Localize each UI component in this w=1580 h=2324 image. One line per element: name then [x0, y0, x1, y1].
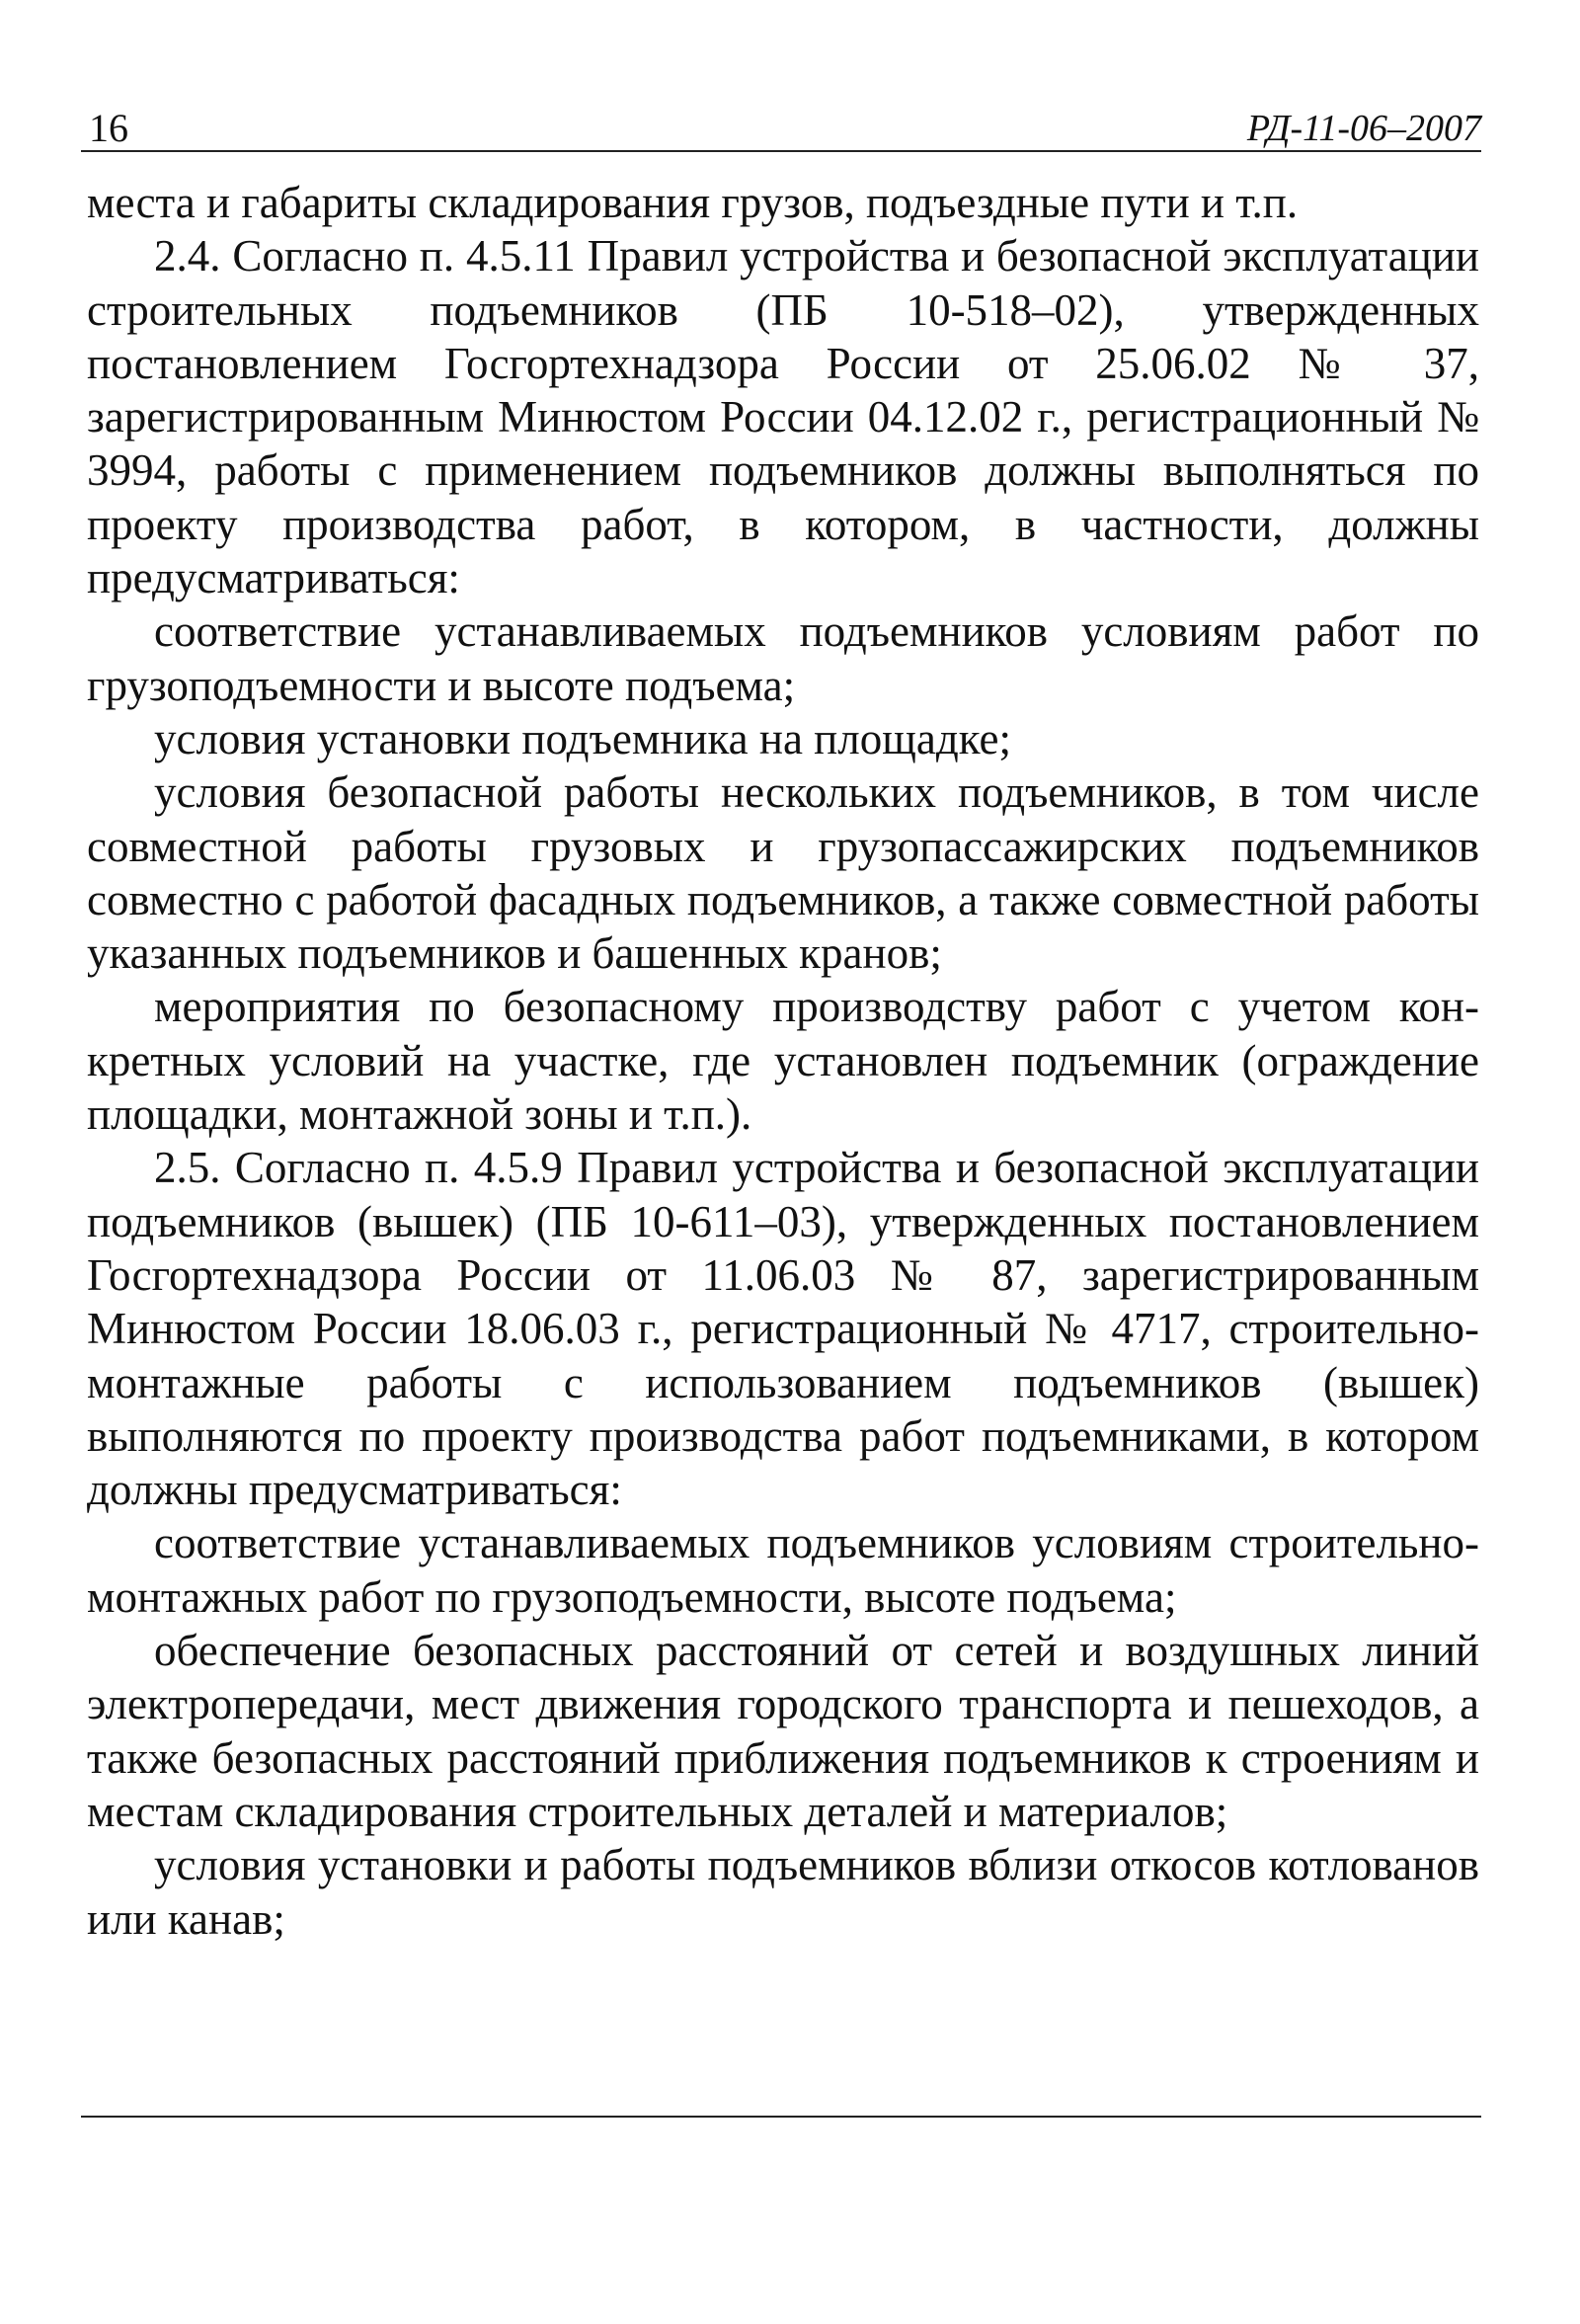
list-item: мероприятия по безопасному производству работ с учетом конкретных условий на участке, где установлен подъемник (ограждение площадки, монтажной зоны и т.п.). — [87, 982, 1479, 1140]
page-header — [81, 106, 1481, 152]
footer-rule — [81, 2116, 1481, 2118]
page-body — [87, 176, 1479, 1946]
list-item: условия установки и работы подъемников вблизи откосов котлованов или канав; — [87, 1840, 1479, 1944]
list-item: обеспечение безопасных расстояний от сетей и воздушных линий электропередачи, мест движения городского транспорта и пешеходов, а также безопасных расстояний приближения подъемников к строениям и местам складирования строительных деталей и материалов; — [87, 1626, 1479, 1836]
paragraph-continuation: места и габариты складирования грузов, подъездные пути и т.п. — [87, 178, 1299, 227]
document-code: РД-11-06–2007 — [1246, 108, 1481, 149]
paragraph-2-5: 2.5. Согласно п. 4.5.9 Правил устройства и безопасной эксплуатации подъемников (вышек) (ПБ 10-611–03), утвержденных постановлением Госгортехнадзора России от 11.06.03 № 87, зарегистрированным Минюстом России 18.06.03 г., регистрационный № 4717, строительно-монтажные работы с использованием подъемников (вышек) выполняются по проекту производства работ подъемниками, в котором должны предусматриваться: — [87, 1143, 1479, 1515]
list-item: соответствие устанавливаемых подъемников условиям строительно-монтажных работ по грузоподъемности, высоте подъема; — [87, 1518, 1479, 1622]
paragraph-2-4: 2.4. Согласно п. 4.5.11 Правил устройства и безопасной эксплуатации строительных подъемников (ПБ 10-518–02), утвержденных постановлением Госгортехнадзора России от 25.06.02 № 37, зарегистрированным Минюстом России 04.12.02 г., регистрационный № 3994, работы с применением подъемников должны выполняться по проекту производства работ, в котором, в частности, должны предусматриваться: — [87, 231, 1479, 603]
list-item: условия установки подъемника на площадке; — [154, 713, 1011, 763]
list-item: соответствие устанавливаемых подъемников условиям работ по грузоподъемности и высоте подъема; — [87, 606, 1479, 710]
page-number: 16 — [89, 106, 128, 150]
list-item: условия безопасной работы нескольких подъемников, в том числе совместной работы грузовых и грузопассажирских подъемников совместно с работой фасадных подъемников, а также совместной работы указанных подъемников и башенных кранов; — [87, 767, 1479, 979]
